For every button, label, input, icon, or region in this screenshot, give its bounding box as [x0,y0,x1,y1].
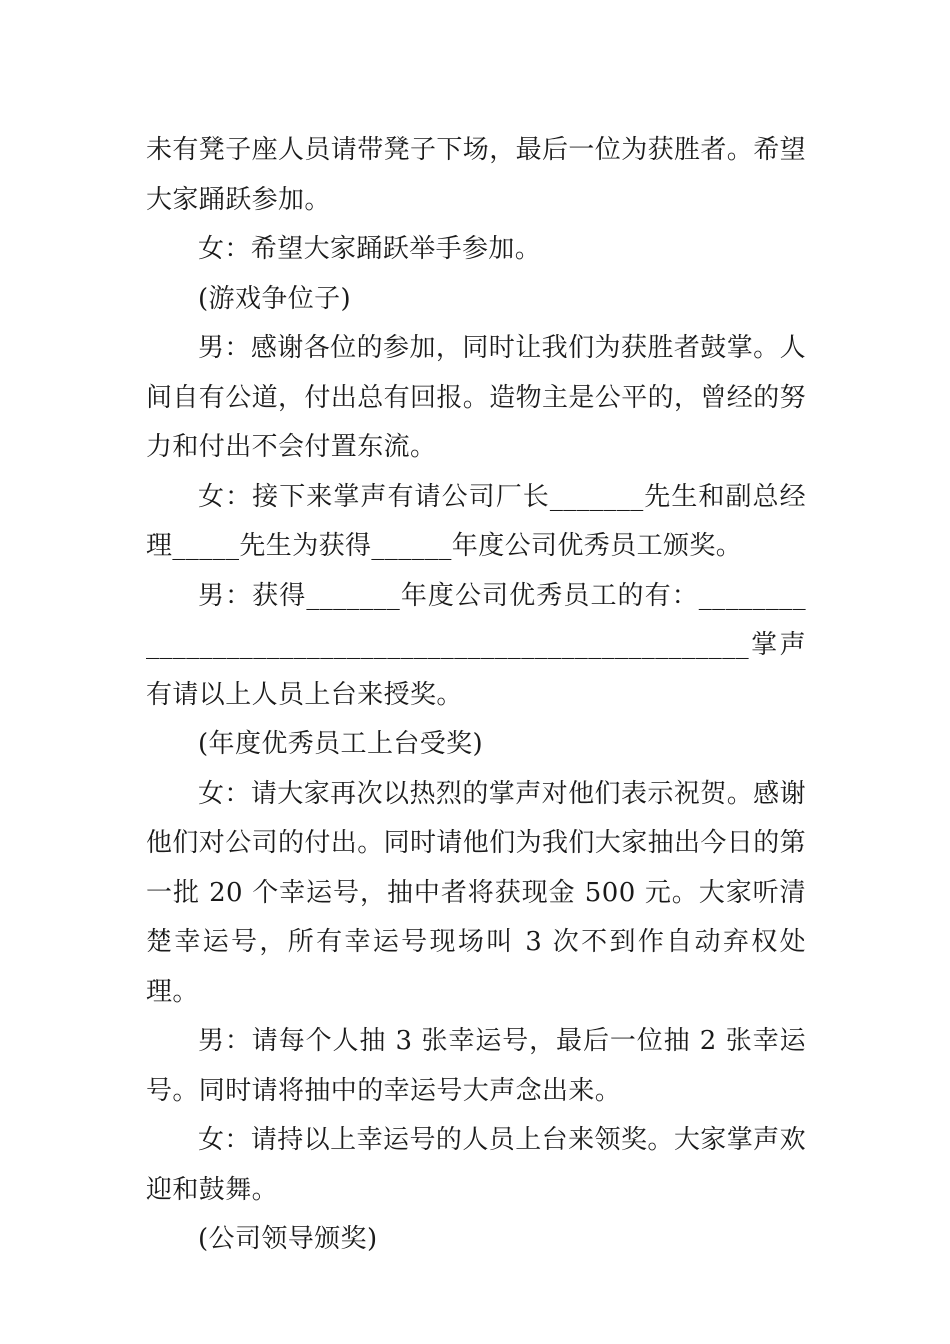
paragraph-stage-direction: (年度优秀员工上台受奖) [198,729,484,759]
paragraph-female-host: 女：希望大家踊跃举手参加。 [198,234,542,264]
paragraph-female-host: 女：请大家再次以热烈的掌声对他们表示祝贺。感谢他们对公司的付出。同时请他们为我们大家抽出今日的第一批 20 个幸运号，抽中者将获现金 500 元。大家听清楚幸运号，所有幸运号现场叫 3 次不到作自动弃权处理。 [146,778,807,1007]
paragraph-female-host: 女：接下来掌声有请公司厂长_______先生和副总经理_____先生为获得______年度公司优秀员工颁奖。 [146,481,806,561]
document-body [146,126,806,1265]
paragraph-stage-direction: (游戏争位子) [198,283,352,314]
paragraph-male-host: 男：请每个人抽 3 张幸运号，最后一位抽 2 张幸运号。同时请将抽中的幸运号大声念出来。 [146,1026,806,1106]
paragraph-female-host: 女：请持以上幸运号的人员上台来领奖。大家掌声欢迎和鼓舞。 [146,1125,806,1205]
paragraph-stage-direction: (公司领导颁奖) [198,1224,378,1254]
paragraph-male-host: 男：获得_______年度公司优秀员工的有：_____________________________________________________掌声有请以上人员上台来授奖。 [146,580,806,710]
paragraph-continued: 未有凳子座人员请带凳子下场，最后一位为获胜者。希望大家踊跃参加。 [146,135,807,215]
paragraph-male-host: 男：感谢各位的参加，同时让我们为获胜者鼓掌。人间自有公道，付出总有回报。造物主是公平的，曾经的努力和付出不会付置东流。 [146,333,807,462]
